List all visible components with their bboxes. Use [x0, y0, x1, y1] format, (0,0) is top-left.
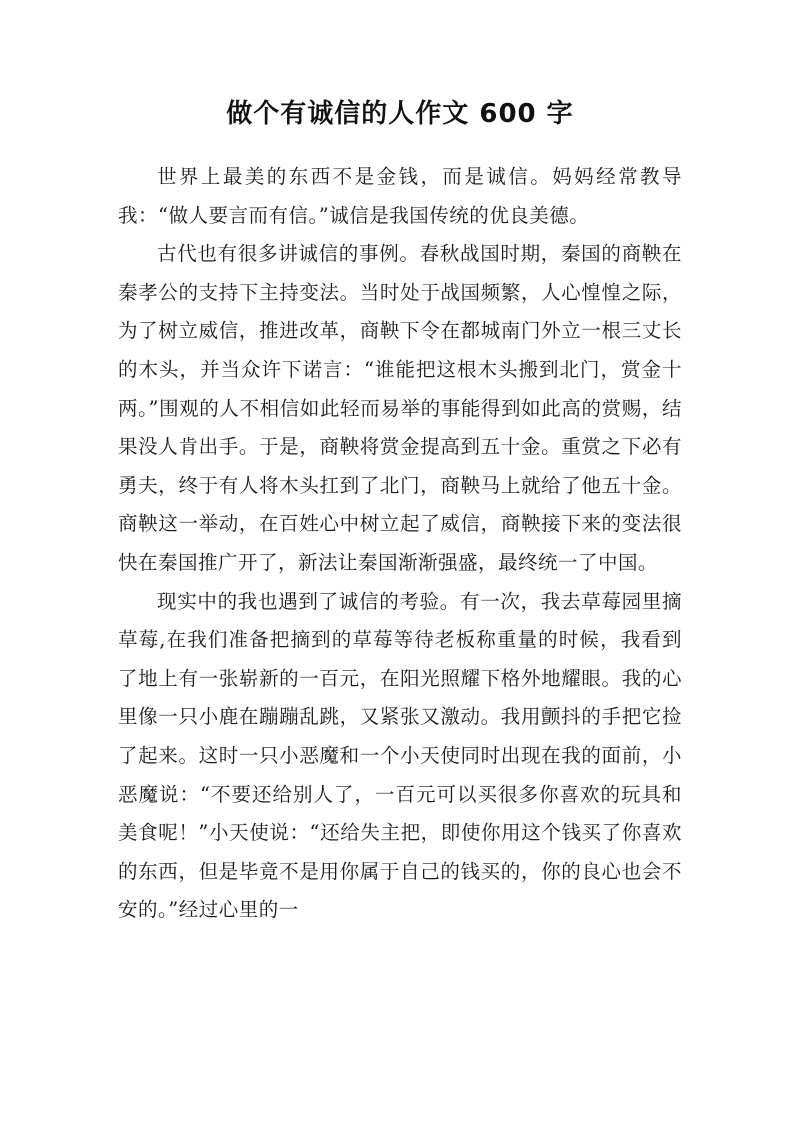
paragraph-2: 古代也有很多讲诚信的事例。春秋战国时期，秦国的商鞅在秦孝公的支持下主持变法。当时处于战国频繁，人心惶惶之际，为了树立威信，推进改革，商鞅下令在都城南门外立一根三丈长的木头，并当众许下诺言：“谁能把这根木头搬到北门，赏金十两。”围观的人不相信如此轻而易举的事能得到如此高的赏赐，结果没人肯出手。于是，商鞅将赏金提高到五十金。重赏之下必有勇夫，终于有人将木头扛到了北门，商鞅马上就给了他五十金。商鞅这一举动，在百姓心中树立起了威信，商鞅接下来的变法很快在秦国推广开了，新法让秦国渐渐强盛，最终统一了中国。 — [118, 242, 682, 574]
paragraph-3: 现实中的我也遇到了诚信的考验。有一次，我去草莓园里摘草莓,在我们准备把摘到的草莓等待老板称重量的时候，我看到了地上有一张崭新的一百元，在阳光照耀下格外地耀眼。我的心里像一只小鹿在蹦蹦乱跳，又紧张又激动。我用颤抖的手把它捡了起来。这时一只小恶魔和一个小天使同时出现在我的面前，小恶魔说：“不要还给别人了，一百元可以买很多你喜欢的玩具和美食呢！”小天使说：“还给失主把，即使你用这个钱买了你喜欢的东西，但是毕竟不是用你属于自己的钱买的，你的良心也会不安的。”经过心里的一 — [118, 589, 682, 922]
paragraph-1: 世界上最美的东西不是金钱，而是诚信。妈妈经常教导我：“做人要言而有信。”诚信是我国传统的优良美德。 — [118, 165, 682, 227]
document-title: 做个有诚信的人作文 600 字 — [226, 99, 574, 129]
